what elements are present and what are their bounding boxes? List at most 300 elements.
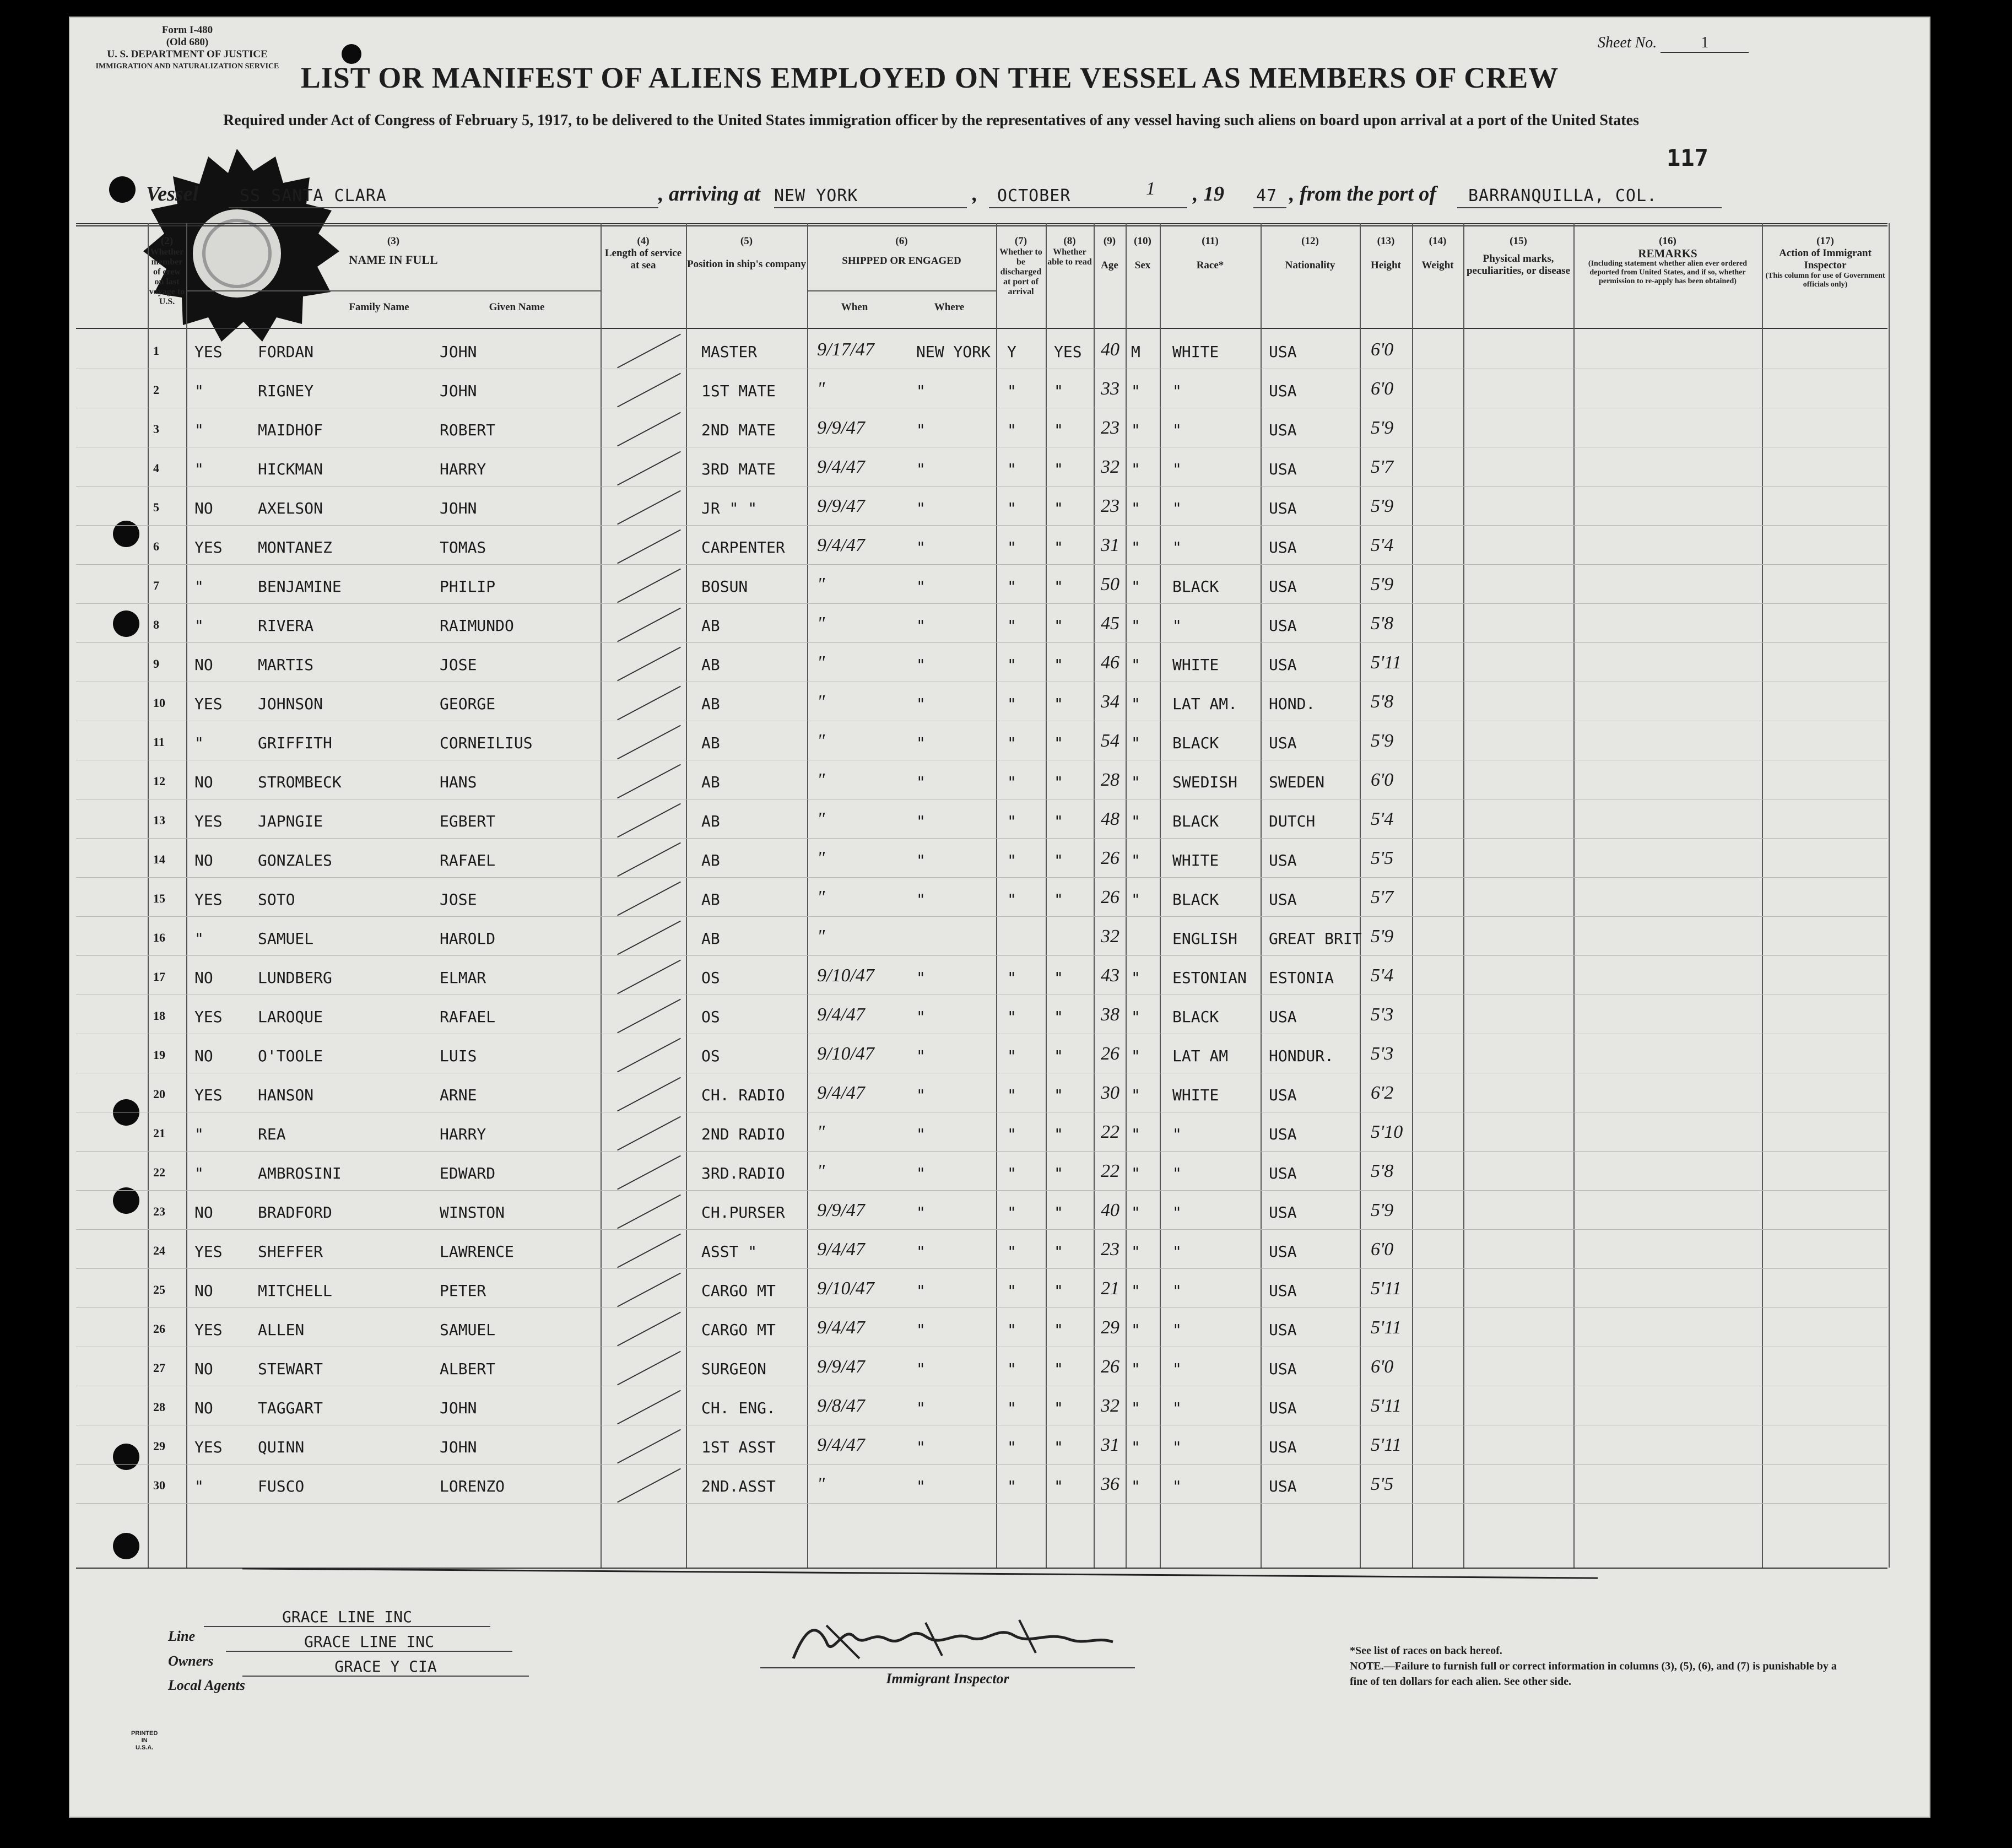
cell-prev: YES: [194, 1242, 223, 1261]
col14-label: Weight: [1421, 260, 1454, 271]
cell-read: ": [1054, 382, 1063, 400]
cell-where: ": [916, 499, 926, 517]
cell-position: 1ST MATE: [701, 382, 776, 400]
cell-age: 32: [1101, 1396, 1119, 1416]
cell-height: 5'3: [1371, 1044, 1394, 1064]
cell-race: BLACK: [1172, 890, 1219, 909]
cell-position: SURGEON: [701, 1360, 767, 1378]
cell-family: SAMUEL: [258, 930, 314, 948]
cell-when: ": [817, 848, 825, 868]
cell-where: ": [916, 695, 926, 713]
table-row: [76, 1035, 1887, 1073]
cell-given: EDWARD: [440, 1164, 496, 1182]
cell-position: 2ND RADIO: [701, 1125, 785, 1143]
cell-position: CARGO MT: [701, 1321, 776, 1339]
crew-table: [76, 223, 1887, 1573]
table-row: [76, 800, 1887, 839]
cell-where: NEW YORK: [916, 343, 991, 361]
cell-disch: ": [1007, 1360, 1016, 1378]
cell-read: ": [1054, 421, 1063, 439]
cell-age: 28: [1101, 770, 1119, 790]
col4-label: Length of service at sea: [604, 247, 682, 271]
cell-height: 5'7: [1371, 887, 1394, 907]
cell-n: 28: [153, 1400, 165, 1414]
col10-label: Sex: [1134, 260, 1151, 271]
cell-sex: ": [1131, 1086, 1140, 1104]
cell-disch: ": [1007, 812, 1016, 830]
cell-read: ": [1054, 1477, 1063, 1495]
col11-num: (11): [1202, 235, 1219, 247]
cell-family: HICKMAN: [258, 460, 323, 478]
cell-prev: NO: [194, 1203, 213, 1222]
cell-given: JOHN: [440, 343, 477, 361]
cell-position: 3RD MATE: [701, 460, 776, 478]
cell-where: ": [916, 1047, 926, 1065]
cell-where: ": [916, 538, 926, 556]
cell-n: 12: [153, 774, 165, 788]
service-tick-mark: [617, 334, 681, 369]
col17-label: Action of Immigrant Inspector: [1779, 247, 1872, 271]
cell-height: 5'8: [1371, 1161, 1394, 1181]
cell-when: 9/8/47: [817, 1396, 865, 1416]
cell-age: 43: [1101, 965, 1119, 986]
cell-race: ": [1172, 1242, 1182, 1261]
col7-num: (7): [1014, 235, 1027, 247]
cell-family: STROMBECK: [258, 773, 342, 791]
cell-read: ": [1054, 1399, 1063, 1417]
cell-when: ": [817, 809, 825, 829]
cell-height: 5'9: [1371, 926, 1394, 947]
cell-height: 6'2: [1371, 1083, 1394, 1103]
col3-num: (3): [387, 235, 400, 247]
cell-family: ALLEN: [258, 1321, 305, 1339]
cell-prev: ": [194, 1477, 204, 1495]
cell-prev: ": [194, 421, 204, 439]
cell-position: 2ND.ASST: [701, 1477, 776, 1495]
cell-nat: SWEDEN: [1269, 773, 1325, 791]
owners-label: Owners: [168, 1653, 214, 1669]
cell-where: ": [916, 1321, 926, 1339]
cell-sex: ": [1131, 1008, 1140, 1026]
cell-age: 32: [1101, 457, 1119, 477]
cell-position: AB: [701, 617, 720, 635]
cell-disch: ": [1007, 577, 1016, 596]
cell-n: 17: [153, 970, 165, 984]
cell-disch: ": [1007, 734, 1016, 752]
cell-read: ": [1054, 1360, 1063, 1378]
cell-nat: USA: [1269, 617, 1297, 635]
cell-position: AB: [701, 930, 720, 948]
cell-race: ": [1172, 499, 1182, 517]
cell-given: JOHN: [440, 1399, 477, 1417]
cell-position: 1ST ASST: [701, 1438, 776, 1456]
agents-label: Local Agents: [168, 1677, 245, 1693]
cell-prev: YES: [194, 1321, 223, 1339]
cell-n: 21: [153, 1126, 165, 1140]
cell-height: 5'11: [1371, 652, 1402, 673]
cell-race: ": [1172, 617, 1182, 635]
cell-disch: ": [1007, 1242, 1016, 1261]
cell-given: JOHN: [440, 1438, 477, 1456]
cell-position: JR " ": [701, 499, 758, 517]
cell-family: RIVERA: [258, 617, 314, 635]
cell-height: 5'7: [1371, 457, 1394, 477]
cell-read: ": [1054, 460, 1063, 478]
cell-age: 21: [1101, 1278, 1119, 1299]
table-row: [76, 1387, 1887, 1425]
cell-when: ": [817, 1161, 825, 1181]
form-number: Form I-480: [161, 24, 213, 36]
cell-when: 9/10/47: [817, 1044, 874, 1064]
cell-nat: USA: [1269, 1282, 1297, 1300]
cell-prev: NO: [194, 1399, 213, 1417]
table-row: [76, 839, 1887, 878]
cell-nat: USA: [1269, 1203, 1297, 1222]
cell-prev: NO: [194, 773, 213, 791]
cell-where: ": [916, 1125, 926, 1143]
sheet-number: [1598, 34, 1749, 53]
cell-nat: USA: [1269, 1438, 1297, 1456]
cell-given: HARRY: [440, 460, 486, 478]
table-row: [76, 683, 1887, 721]
cell-when: ": [817, 731, 825, 751]
year-prefix: , 19: [1193, 182, 1224, 206]
service-tick-mark: [617, 803, 681, 838]
col3-family: Family Name: [349, 301, 409, 313]
cell-family: AMBROSINI: [258, 1164, 342, 1182]
cell-n: 5: [153, 500, 159, 514]
cell-sex: ": [1131, 617, 1140, 635]
cell-position: CARGO MT: [701, 1282, 776, 1300]
cell-height: 6'0: [1371, 1239, 1394, 1260]
cell-height: 5'10: [1371, 1122, 1403, 1142]
cell-age: 29: [1101, 1317, 1119, 1338]
col13-label: Height: [1371, 260, 1401, 271]
cell-age: 40: [1101, 1200, 1119, 1220]
cell-disch: ": [1007, 538, 1016, 556]
cell-sex: ": [1131, 1477, 1140, 1495]
cell-given: WINSTON: [440, 1203, 505, 1222]
cell-when: ": [817, 574, 825, 595]
footer-note: [1350, 1643, 1846, 1689]
col14-num: (14): [1429, 235, 1447, 247]
col9-num: (9): [1103, 235, 1116, 247]
cell-sex: ": [1131, 890, 1140, 909]
cell-nat: USA: [1269, 1321, 1297, 1339]
cell-height: 6'0: [1371, 339, 1394, 360]
sheet-value: 1: [1661, 34, 1749, 53]
service-tick-mark: [617, 1234, 681, 1268]
cell-nat: USA: [1269, 734, 1297, 752]
service-tick-mark: [617, 764, 681, 799]
cell-given: PETER: [440, 1282, 486, 1300]
cell-sex: ": [1131, 969, 1140, 987]
cell-age: 23: [1101, 1239, 1119, 1260]
cell-race: ENGLISH: [1172, 930, 1238, 948]
service-tick-mark: [617, 1390, 681, 1425]
cell-disch: ": [1007, 1282, 1016, 1300]
table-row: [76, 331, 1887, 369]
cell-race: ": [1172, 421, 1182, 439]
arriving-label: , arriving at: [658, 182, 760, 206]
service-tick-mark: [617, 451, 681, 486]
cell-n: 24: [153, 1244, 165, 1257]
line-value: GRACE LINE INC: [204, 1608, 490, 1627]
service: IMMIGRATION AND NATURALIZATION SERVICE: [95, 62, 279, 71]
arrival-month: OCTOBER: [997, 186, 1071, 206]
cell-family: FUSCO: [258, 1477, 305, 1495]
cell-when: ": [817, 1474, 825, 1494]
table-row: [76, 1465, 1887, 1504]
cell-nat: USA: [1269, 538, 1297, 556]
cell-height: 5'9: [1371, 574, 1394, 595]
service-tick-mark: [617, 1273, 681, 1307]
cell-age: 22: [1101, 1122, 1119, 1142]
table-row: [76, 1426, 1887, 1465]
departure-port: BARRANQUILLA, COL.: [1468, 186, 1658, 206]
cell-prev: ": [194, 1164, 204, 1182]
cell-nat: USA: [1269, 656, 1297, 674]
cell-when: 9/9/47: [817, 496, 865, 516]
cell-when: 9/10/47: [817, 1278, 874, 1299]
col9-label: Age: [1101, 260, 1118, 271]
cell-where: ": [916, 577, 926, 596]
arrival-year: 47: [1256, 186, 1278, 206]
col2-label: Whether member of crew on last voyage to U.S.: [149, 247, 185, 306]
cell-position: CH. ENG.: [701, 1399, 776, 1417]
cell-family: SOTO: [258, 890, 295, 909]
cell-when: ": [817, 691, 825, 712]
cell-prev: ": [194, 577, 204, 596]
service-tick-mark: [617, 1468, 681, 1503]
cell-age: 30: [1101, 1083, 1119, 1103]
cell-nat: USA: [1269, 382, 1297, 400]
cell-prev: ": [194, 382, 204, 400]
cell-age: 33: [1101, 379, 1119, 399]
cell-n: 7: [153, 579, 159, 592]
cell-nat: USA: [1269, 1008, 1297, 1026]
cell-race: ": [1172, 1321, 1182, 1339]
cell-height: 5'4: [1371, 535, 1394, 555]
table-row: [76, 448, 1887, 487]
cell-nat: USA: [1269, 1477, 1297, 1495]
cell-read: ": [1054, 1125, 1063, 1143]
col3-label: NAME IN FULL: [349, 253, 438, 267]
cell-read: ": [1054, 1086, 1063, 1104]
service-tick-mark: [617, 490, 681, 525]
cell-family: REA: [258, 1125, 286, 1143]
arrival-port: NEW YORK: [774, 186, 858, 206]
cell-family: MARTIS: [258, 656, 314, 674]
cell-read: ": [1054, 656, 1063, 674]
cell-family: HANSON: [258, 1086, 314, 1104]
cell-height: 5'5: [1371, 848, 1394, 868]
cell-when: ": [817, 926, 825, 947]
cell-family: GONZALES: [258, 851, 332, 869]
cell-disch: ": [1007, 1164, 1016, 1182]
col13-num: (13): [1377, 235, 1395, 247]
cell-height: 5'9: [1371, 1200, 1394, 1220]
cell-age: 32: [1101, 926, 1119, 947]
cell-read: ": [1054, 969, 1063, 987]
cell-nat: ESTONIA: [1269, 969, 1334, 987]
cell-prev: YES: [194, 890, 223, 909]
cell-race: WHITE: [1172, 1086, 1219, 1104]
cell-sex: ": [1131, 851, 1140, 869]
table-row: [76, 487, 1887, 526]
cell-nat: USA: [1269, 1164, 1297, 1182]
table-row: [76, 761, 1887, 799]
cell-sex: ": [1131, 460, 1140, 478]
cell-read: ": [1054, 1047, 1063, 1065]
cell-given: ALBERT: [440, 1360, 496, 1378]
table-row: [76, 722, 1887, 760]
cell-position: AB: [701, 773, 720, 791]
service-tick-mark: [617, 1429, 681, 1464]
cell-prev: YES: [194, 812, 223, 830]
cell-when: ": [817, 652, 825, 673]
cell-prev: YES: [194, 343, 223, 361]
cell-n: 18: [153, 1009, 165, 1023]
col15-num: (15): [1510, 235, 1527, 247]
service-tick-mark: [617, 1077, 681, 1112]
cell-given: CORNEILIUS: [440, 734, 533, 752]
cell-race: ": [1172, 1203, 1182, 1222]
cell-read: ": [1054, 773, 1063, 791]
cell-height: 5'9: [1371, 731, 1394, 751]
cell-prev: NO: [194, 1282, 213, 1300]
service-tick-mark: [617, 1312, 681, 1347]
cell-disch: Y: [1007, 343, 1016, 361]
cell-family: QUINN: [258, 1438, 305, 1456]
cell-where: ": [916, 1399, 926, 1417]
cell-sex: ": [1131, 1203, 1140, 1222]
cell-nat: USA: [1269, 460, 1297, 478]
cell-when: ": [817, 613, 825, 634]
cell-height: 5'4: [1371, 965, 1394, 986]
cell-disch: ": [1007, 851, 1016, 869]
cell-n: 22: [153, 1165, 165, 1179]
cell-family: RIGNEY: [258, 382, 314, 400]
cell-prev: ": [194, 617, 204, 635]
cell-position: AB: [701, 656, 720, 674]
cell-position: ASST ": [701, 1242, 758, 1261]
cell-given: JOHN: [440, 499, 477, 517]
document-subtitle: Required under Act of Congress of February 5, 1917, to be delivered to the United States immigration officer by the representatives of any vessel having such aliens on board upon arrival at a port of the United States: [223, 112, 1639, 129]
cell-given: HARRY: [440, 1125, 486, 1143]
cell-race: WHITE: [1172, 656, 1219, 674]
table-row: [76, 917, 1887, 956]
cell-prev: NO: [194, 1047, 213, 1065]
cell-read: ": [1054, 499, 1063, 517]
cell-when: 9/4/47: [817, 535, 865, 555]
cell-age: 26: [1101, 1044, 1119, 1064]
cell-given: TOMAS: [440, 538, 486, 556]
cell-family: O'TOOLE: [258, 1047, 323, 1065]
table-row: [76, 1309, 1887, 1347]
service-tick-mark: [617, 921, 681, 955]
cell-read: ": [1054, 1321, 1063, 1339]
cell-where: ": [916, 1360, 926, 1378]
cell-sex: ": [1131, 499, 1140, 517]
cell-sex: ": [1131, 1047, 1140, 1065]
cell-race: BLACK: [1172, 812, 1219, 830]
cell-age: 50: [1101, 574, 1119, 595]
cell-race: ": [1172, 1125, 1182, 1143]
cell-position: MASTER: [701, 343, 758, 361]
cell-position: 2ND MATE: [701, 421, 776, 439]
cell-when: 9/4/47: [817, 1317, 865, 1338]
cell-prev: ": [194, 930, 204, 948]
cell-disch: ": [1007, 1321, 1016, 1339]
table-row: [76, 957, 1887, 995]
cell-n: 23: [153, 1204, 165, 1218]
cell-given: JOSE: [440, 656, 477, 674]
arrival-day: 1: [1146, 179, 1155, 199]
cell-when: ": [817, 887, 825, 907]
cell-read: ": [1054, 695, 1063, 713]
table-row: [76, 878, 1887, 917]
cell-prev: YES: [194, 538, 223, 556]
cell-sex: ": [1131, 1321, 1140, 1339]
cell-n: 9: [153, 657, 159, 671]
cell-sex: ": [1131, 1282, 1140, 1300]
cell-position: AB: [701, 812, 720, 830]
cell-prev: NO: [194, 851, 213, 869]
cell-age: 54: [1101, 731, 1119, 751]
cell-height: 6'0: [1371, 379, 1394, 399]
cell-read: ": [1054, 890, 1063, 909]
cell-when: 9/9/47: [817, 1357, 865, 1377]
cell-when: 9/4/47: [817, 1083, 865, 1103]
col17-num: (17): [1816, 235, 1834, 247]
cell-nat: DUTCH: [1269, 812, 1316, 830]
cell-given: RAFAEL: [440, 851, 496, 869]
voyage-line: Vessel SS SANTA CLARA , arriving at NEW YORK , OCTOBER 1 , 19 47 , from the port of BARRANQUILLA, COL.: [80, 177, 1733, 210]
cell-disch: ": [1007, 656, 1016, 674]
cell-age: 26: [1101, 848, 1119, 868]
cell-age: 23: [1101, 418, 1119, 438]
cell-race: ": [1172, 538, 1182, 556]
cell-prev: ": [194, 1125, 204, 1143]
cell-read: ": [1054, 734, 1063, 752]
cell-race: LAT AM.: [1172, 695, 1238, 713]
printer-mark-line: U.S.A.: [135, 1744, 154, 1751]
cell-nat: USA: [1269, 499, 1297, 517]
cell-family: LAROQUE: [258, 1008, 323, 1026]
cell-race: BLACK: [1172, 1008, 1219, 1026]
cell-nat: USA: [1269, 890, 1297, 909]
cell-n: 19: [153, 1048, 165, 1062]
cell-nat: HOND.: [1269, 695, 1316, 713]
cell-read: ": [1054, 1164, 1063, 1182]
cell-given: JOSE: [440, 890, 477, 909]
cell-nat: HONDUR.: [1269, 1047, 1334, 1065]
service-tick-mark: [617, 999, 681, 1034]
sheet-label: Sheet No.: [1598, 34, 1657, 51]
cell-race: SWEDISH: [1172, 773, 1238, 791]
cell-sex: ": [1131, 538, 1140, 556]
inspector-signature-block: [760, 1609, 1135, 1687]
cell-nat: USA: [1269, 343, 1297, 361]
cell-where: ": [916, 382, 926, 400]
cell-family: JAPNGIE: [258, 812, 323, 830]
cell-given: ELMAR: [440, 969, 486, 987]
agents-value: GRACE Y CIA: [242, 1657, 529, 1677]
cell-family: FORDAN: [258, 343, 314, 361]
cell-where: ": [916, 773, 926, 791]
cell-nat: USA: [1269, 1242, 1297, 1261]
